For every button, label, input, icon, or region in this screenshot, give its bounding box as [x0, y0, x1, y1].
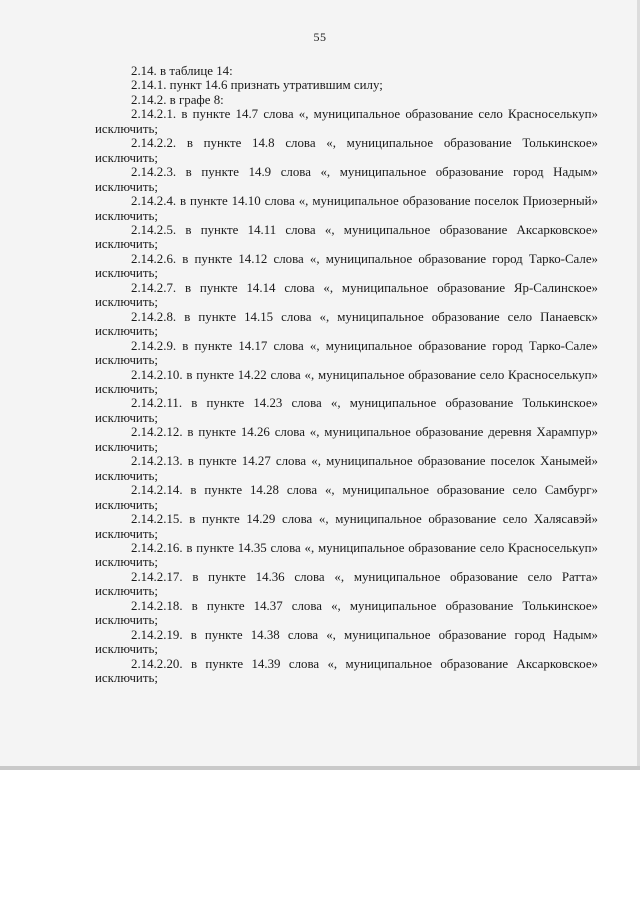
paragraph: 2.14.2.15. в пункте 14.29 слова «, муниципальное образование село Халясавэй» исключить; — [95, 512, 598, 541]
page-bottom-edge — [0, 766, 640, 770]
paragraph: 2.14.2.10. в пункте 14.22 слова «, муниципальное образование село Красноселькуп» исключить; — [95, 367, 598, 396]
paragraph: 2.14.2.20. в пункте 14.39 слова «, муниципальное образование Аксарковское» исключить; — [95, 656, 598, 686]
document-body — [95, 64, 598, 685]
paragraph: 2.14.2.5. в пункте 14.11 слова «, муниципальное образование Аксарковское» исключить; — [95, 222, 598, 252]
paragraph: 2.14.2.19. в пункте 14.38 слова «, муниципальное образование город Надым» исключить; — [95, 627, 598, 657]
paragraph: 2.14.2.12. в пункте 14.26 слова «, муниципальное образование деревня Харампур» исключить; — [95, 425, 598, 454]
paragraph: 2.14. в таблице 14: — [131, 64, 233, 78]
paragraph: 2.14.2.11. в пункте 14.23 слова «, муниципальное образование Толькинское» исключить; — [95, 396, 598, 425]
paragraph: 2.14.2.14. в пункте 14.28 слова «, муниципальное образование село Самбург» исключить; — [95, 483, 598, 512]
paragraph: 2.14.2.9. в пункте 14.17 слова «, муниципальное образование город Тарко-Сале» исключить; — [95, 338, 598, 368]
paragraph: 2.14.2.13. в пункте 14.27 слова «, муниципальное образование поселок Ханымей» исключить; — [95, 454, 598, 483]
paragraph: 2.14.2.8. в пункте 14.15 слова «, муниципальное образование село Панаевск» исключить; — [95, 309, 598, 339]
page-number: 55 — [313, 30, 327, 44]
paragraph: 2.14.2.6. в пункте 14.12 слова «, муниципальное образование город Тарко-Сале» исключить; — [95, 251, 598, 281]
paragraph: 2.14.2.3. в пункте 14.9 слова «, муниципальное образование город Надым» исключить; — [95, 165, 598, 194]
paragraph: 2.14.2.7. в пункте 14.14 слова «, муниципальное образование Яр-Салинское» исключить; — [95, 280, 598, 310]
paragraph: 2.14.1. пункт 14.6 признать утратившим силу; — [131, 78, 383, 93]
paragraph: 2.14.2.18. в пункте 14.37 слова «, муниципальное образование Толькинское» исключить; — [95, 598, 598, 628]
paragraph: 2.14.2. в графе 8: — [131, 92, 224, 107]
paragraph: 2.14.2.4. в пункте 14.10 слова «, муниципальное образование поселок Приозерный» исключить; — [95, 194, 598, 223]
paragraph: 2.14.2.17. в пункте 14.36 слова «, муниципальное образование село Ратта» исключить; — [95, 569, 598, 599]
paragraph: 2.14.2.1. в пункте 14.7 слова «, муниципальное образование село Красноселькуп» исключить; — [95, 107, 598, 136]
paragraph: 2.14.2.2. в пункте 14.8 слова «, муниципальное образование Толькинское» исключить; — [95, 136, 598, 165]
paragraph: 2.14.2.16. в пункте 14.35 слова «, муниципальное образование село Красноселькуп» исключить; — [95, 540, 598, 570]
